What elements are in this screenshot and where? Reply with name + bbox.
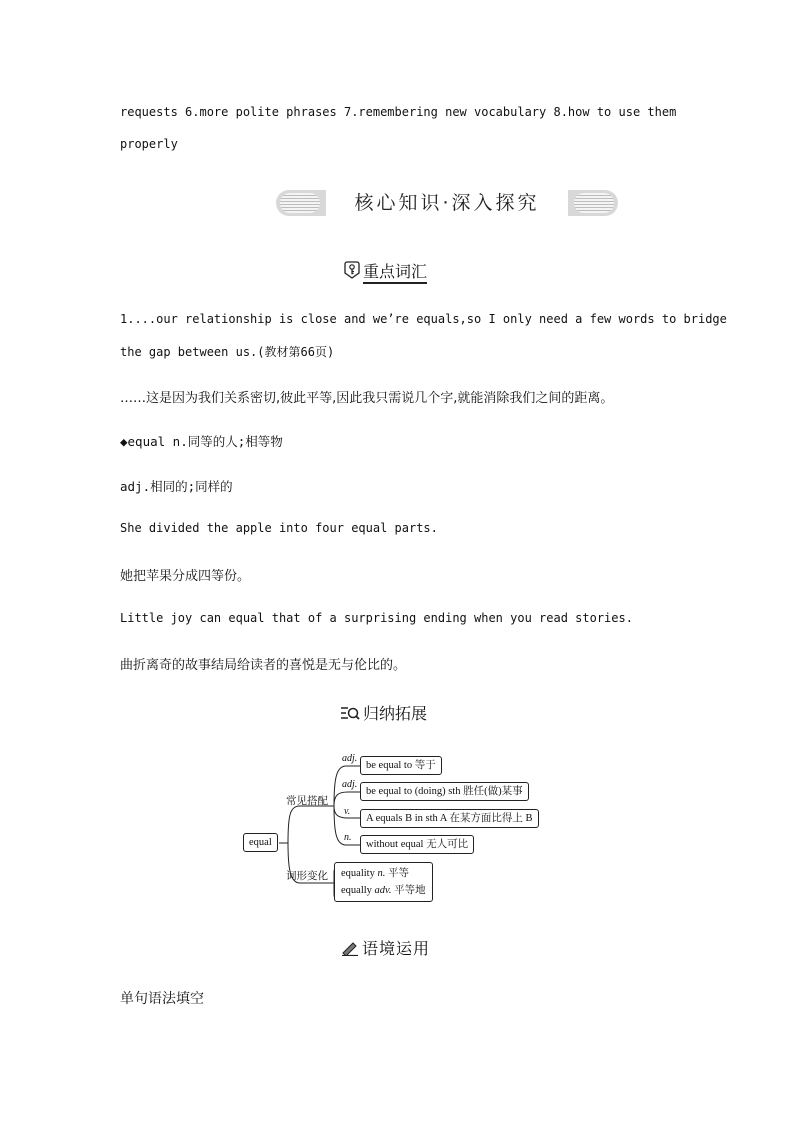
example-2-cn: 曲折离奇的故事结局给读者的喜悦是无与伦比的。 xyxy=(120,658,407,673)
exercise-title: 单句语法填空 xyxy=(120,991,204,1007)
quote-line-2: the gap between us.(教材第66页) xyxy=(120,345,335,359)
word-form-2-meaning: 平等地 xyxy=(394,885,426,896)
collocation-1-pos: adj. xyxy=(342,753,358,764)
example-2-en: Little joy can equal that of a surprising ending when you read stories. xyxy=(120,611,633,625)
word-form-1-word: equality xyxy=(341,868,375,879)
definition-noun: ◆equal n.同等的人;相等物 xyxy=(120,434,283,449)
collocation-4-pos: n. xyxy=(344,832,352,843)
collocation-2: be equal to (doing) sth 胜任(做)某事 xyxy=(360,782,529,801)
banner-title: 核心知识·深入探究 xyxy=(326,190,568,216)
mindmap-branch-forms: 词形变化 xyxy=(286,870,328,882)
subhead-usage-label: 语境运用 xyxy=(362,939,431,958)
word-form-1-meaning: 平等 xyxy=(387,868,409,879)
word-forms-box xyxy=(334,862,433,902)
collocation-1: be equal to 等于 xyxy=(360,756,442,775)
collocation-4: without equal 无人可比 xyxy=(360,835,474,854)
subhead-key-vocab-label: 重点词汇 xyxy=(363,262,427,284)
collocation-3: A equals B in sth A 在某方面比得上 B xyxy=(360,809,539,828)
quote-translation: ……这是因为我们关系密切,彼此平等,因此我只需说几个字,就能消除我们之间的距离。 xyxy=(120,391,614,406)
word-form-2-pos: adv. xyxy=(374,885,392,896)
subhead-usage xyxy=(341,936,430,960)
collocation-3-pos: v. xyxy=(344,806,351,817)
word-form-1 xyxy=(341,865,426,882)
mindmap-branch-collocations: 常见搭配 xyxy=(286,795,328,807)
intro-line-1: requests 6.more polite phrases 7.remembering new vocabulary 8.how to use them xyxy=(120,105,677,119)
word-form-2 xyxy=(341,882,426,899)
definition-adj: adj.相同的;同样的 xyxy=(120,479,233,494)
subhead-summary-label: 归纳拓展 xyxy=(363,704,428,723)
example-1-en: She divided the apple into four equal parts. xyxy=(120,521,438,535)
quote-line-1: 1....our relationship is close and we’re equals,so I only need a few words to bridge xyxy=(120,312,727,326)
word-form-2-word: equally xyxy=(341,885,372,896)
mindmap-root: equal xyxy=(243,833,278,852)
example-1-cn: 她把苹果分成四等份。 xyxy=(120,569,251,584)
intro-line-2: properly xyxy=(120,137,178,151)
pencil-icon xyxy=(341,940,359,960)
word-form-1-pos: n. xyxy=(377,868,386,879)
collocation-2-pos: adj. xyxy=(342,779,358,790)
